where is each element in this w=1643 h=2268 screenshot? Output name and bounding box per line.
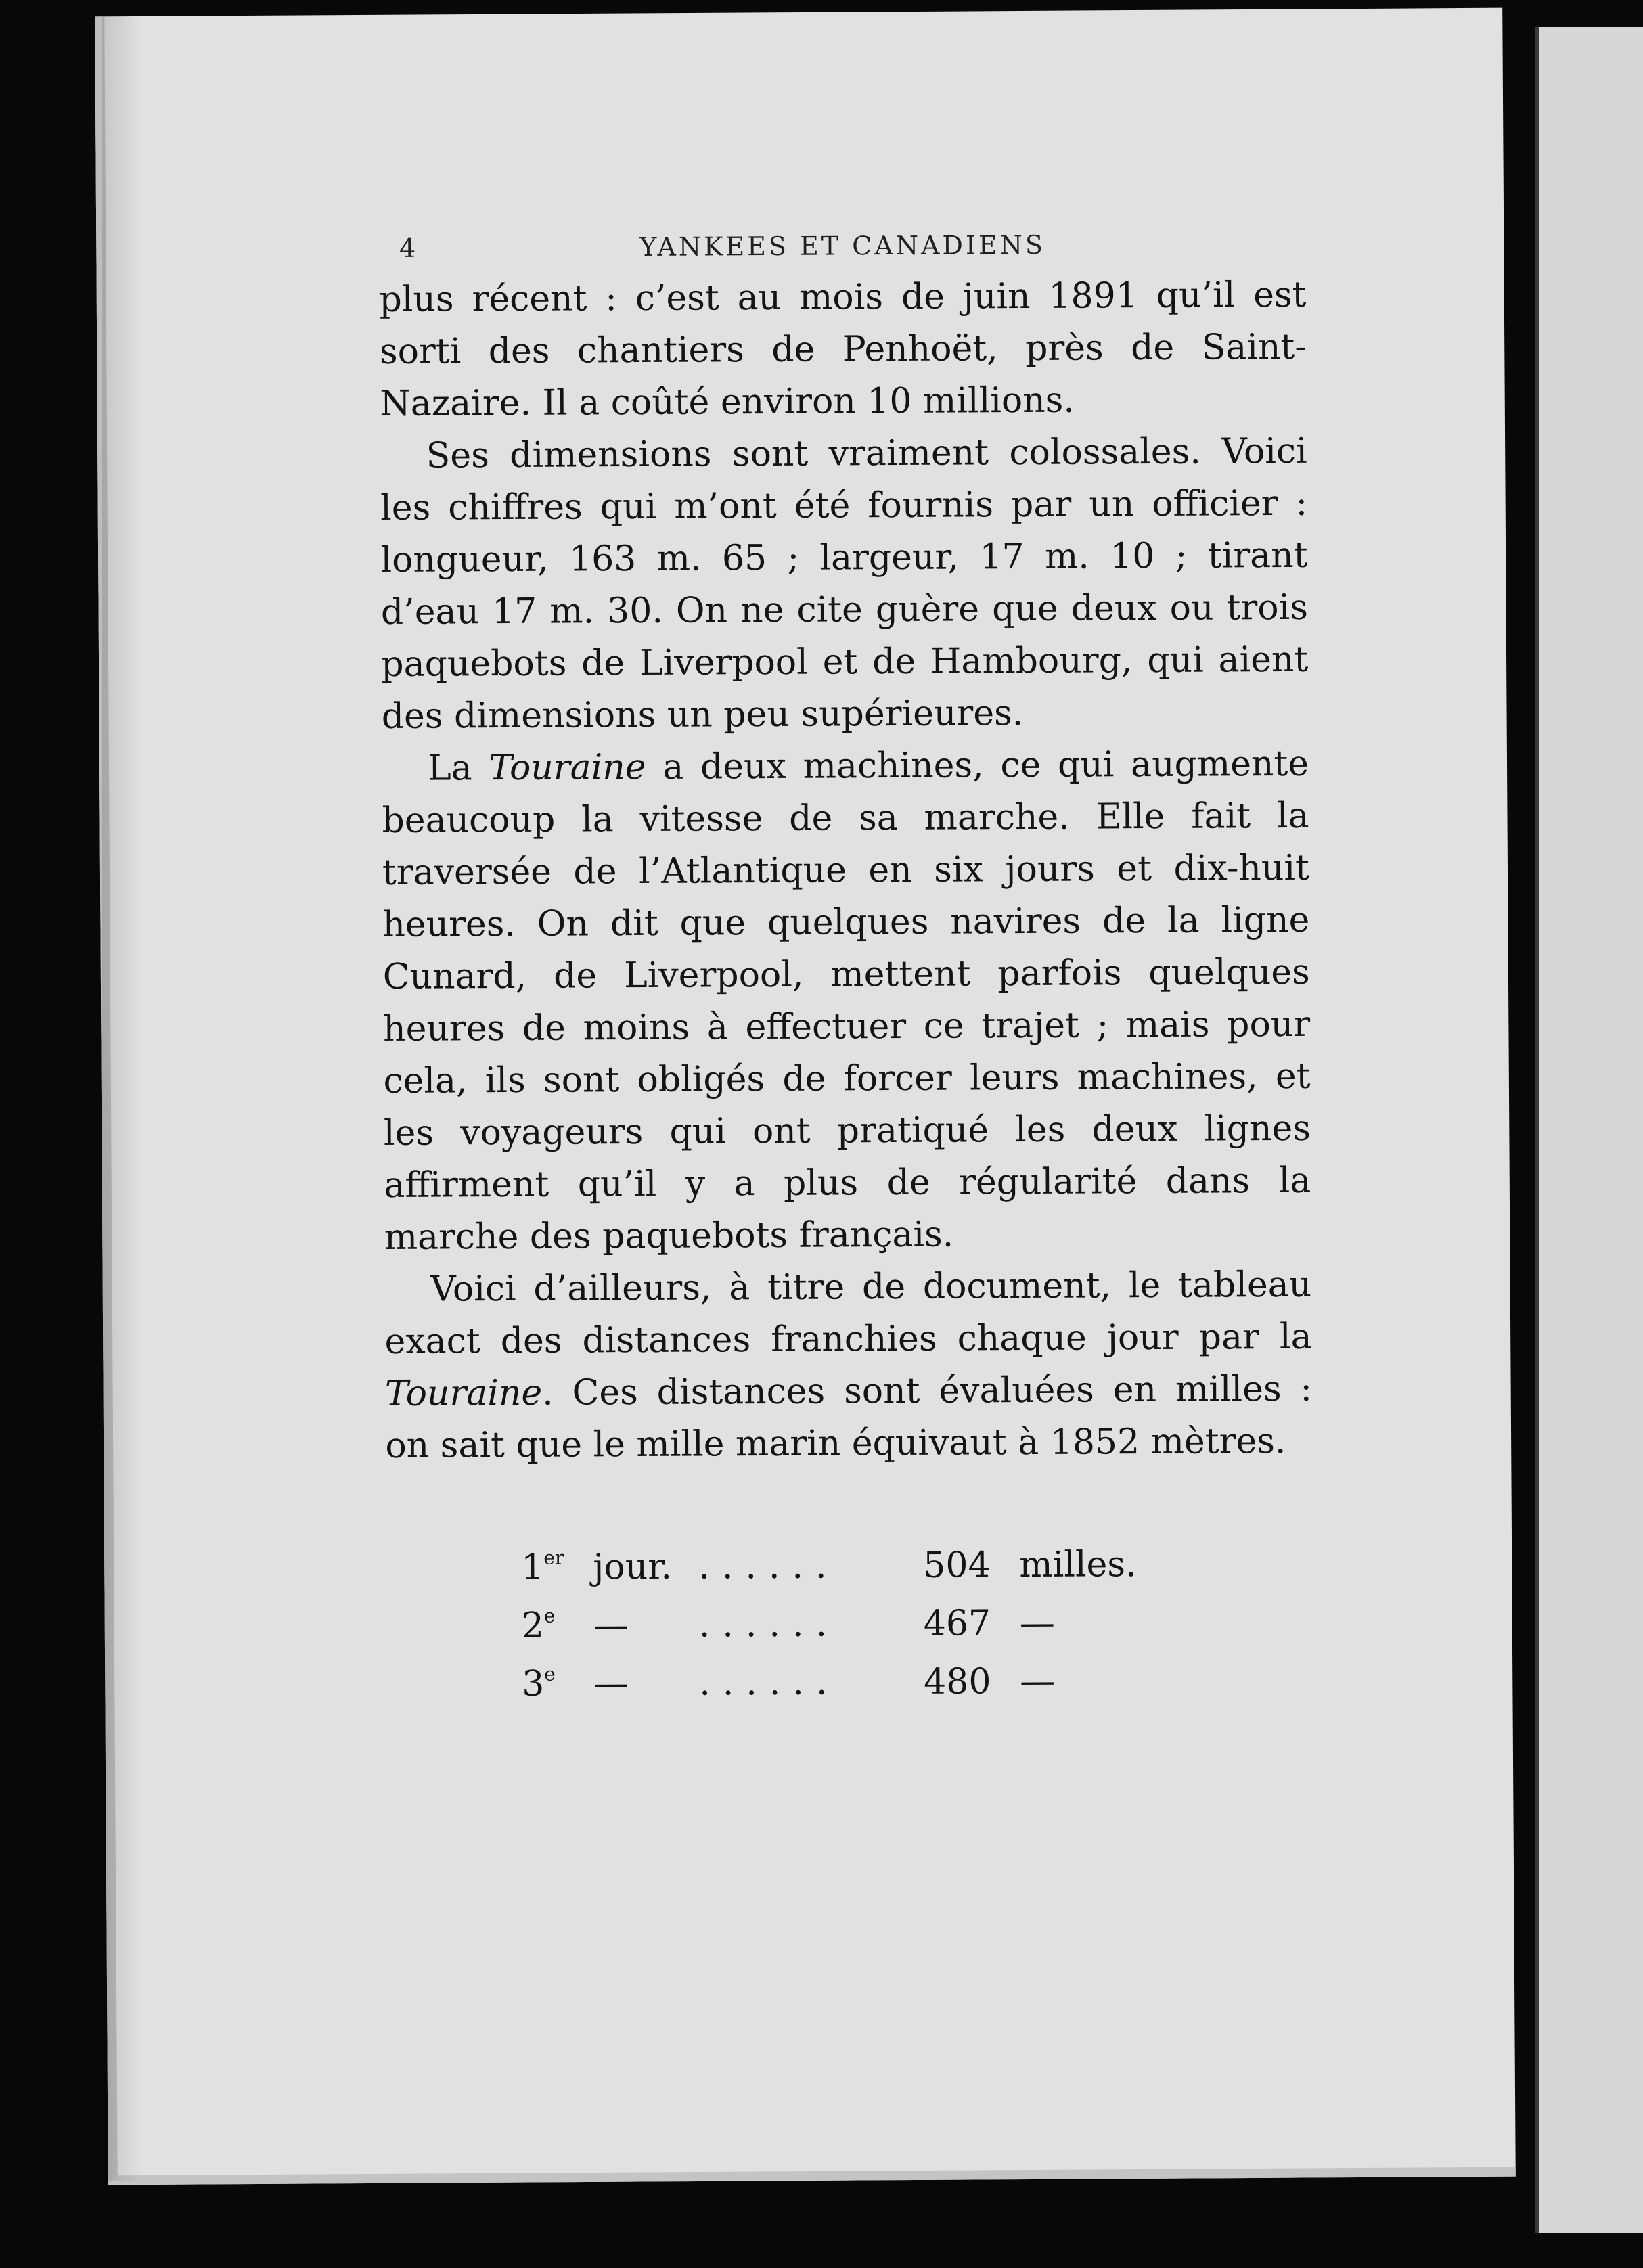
day-word: — bbox=[593, 1663, 629, 1704]
day-ordinal-suffix: e bbox=[544, 1662, 556, 1685]
running-header bbox=[379, 229, 1306, 274]
page-text-block bbox=[379, 229, 1313, 1709]
page-number: 4 bbox=[399, 233, 419, 263]
distance-row bbox=[522, 1647, 1171, 1708]
running-title: YANKEES ET CANADIENS bbox=[639, 229, 1046, 262]
distance-value: 467 bbox=[923, 1603, 991, 1644]
day-number: 2 bbox=[521, 1605, 545, 1646]
ship-name-italic: Touraine bbox=[489, 746, 646, 789]
distance-unit: — bbox=[1020, 1660, 1056, 1702]
distance-unit: milles. bbox=[1019, 1544, 1137, 1586]
distance-table bbox=[521, 1530, 1171, 1708]
day-number: 1 bbox=[521, 1547, 544, 1588]
body-text bbox=[379, 269, 1312, 1472]
day-number: 3 bbox=[522, 1663, 545, 1704]
leader-dots: ...... bbox=[698, 1604, 840, 1646]
text-segment: . Ces distances sont évaluées en milles : on sait que le mille marin équivaut à 1852 mètres. bbox=[385, 1368, 1313, 1466]
text-segment: plus récent : c’est au mois de juin 1891 qu’il est sorti des chantiers de Penhoët, près de Saint-Nazaire. Il a coûté environ 10 millions. bbox=[379, 274, 1307, 424]
day-word: — bbox=[593, 1605, 629, 1646]
paragraph bbox=[382, 738, 1311, 1264]
distance-value: 480 bbox=[924, 1661, 991, 1702]
text-segment: Voici d’ailleurs, à titre de document, le tableau exact des distances franchies chaque jour par la bbox=[384, 1264, 1312, 1362]
day-word: jour. bbox=[593, 1546, 673, 1588]
distance-value: 504 bbox=[923, 1545, 991, 1586]
adjacent-page-edge bbox=[1535, 27, 1643, 2233]
text-segment: a deux machines, ce qui augmente beaucoup la vitesse de sa marche. Elle fait la traversée de l’Atlantique en six jours et dix-huit heures. On dit que quelques navires de la ligne Cunard, de Liverpool, mettent parfois quelques heures de moins à effectuer ce trajet ; mais pour cela, ils sont obligés de forcer leurs machines, et les voyageurs qui ont pratiqué les deux lignes affirment qu’il y a plus de régularité dans la marche des paquebots français. bbox=[382, 743, 1311, 1258]
distance-row bbox=[521, 1530, 1171, 1592]
day-ordinal bbox=[522, 1591, 593, 1650]
paragraph bbox=[380, 426, 1309, 743]
leader-dots: ...... bbox=[699, 1662, 840, 1704]
distance-unit: — bbox=[1019, 1602, 1055, 1644]
paragraph bbox=[379, 269, 1307, 430]
day-ordinal bbox=[521, 1533, 593, 1592]
ship-name-italic: Touraine bbox=[384, 1372, 543, 1414]
day-ordinal bbox=[522, 1650, 593, 1708]
distance-row bbox=[522, 1589, 1171, 1650]
day-ordinal-suffix: e bbox=[543, 1604, 556, 1627]
leader-dots: ...... bbox=[698, 1545, 839, 1587]
text-segment: La bbox=[427, 748, 489, 789]
day-ordinal-suffix: er bbox=[543, 1546, 564, 1569]
text-segment: Ses dimensions sont vraiment colossales. Voici les chiffres qui m’ont été fournis par un officier : longueur, 163 m. 65 ; largeur, 17 m. 10 ; tirant d’eau 17 m. 30. On ne cite guère que deux ou trois paquebots de Liverpool et de Hambourg, qui aient des dimensions un peu supérieures. bbox=[380, 430, 1309, 737]
paragraph bbox=[384, 1259, 1313, 1472]
